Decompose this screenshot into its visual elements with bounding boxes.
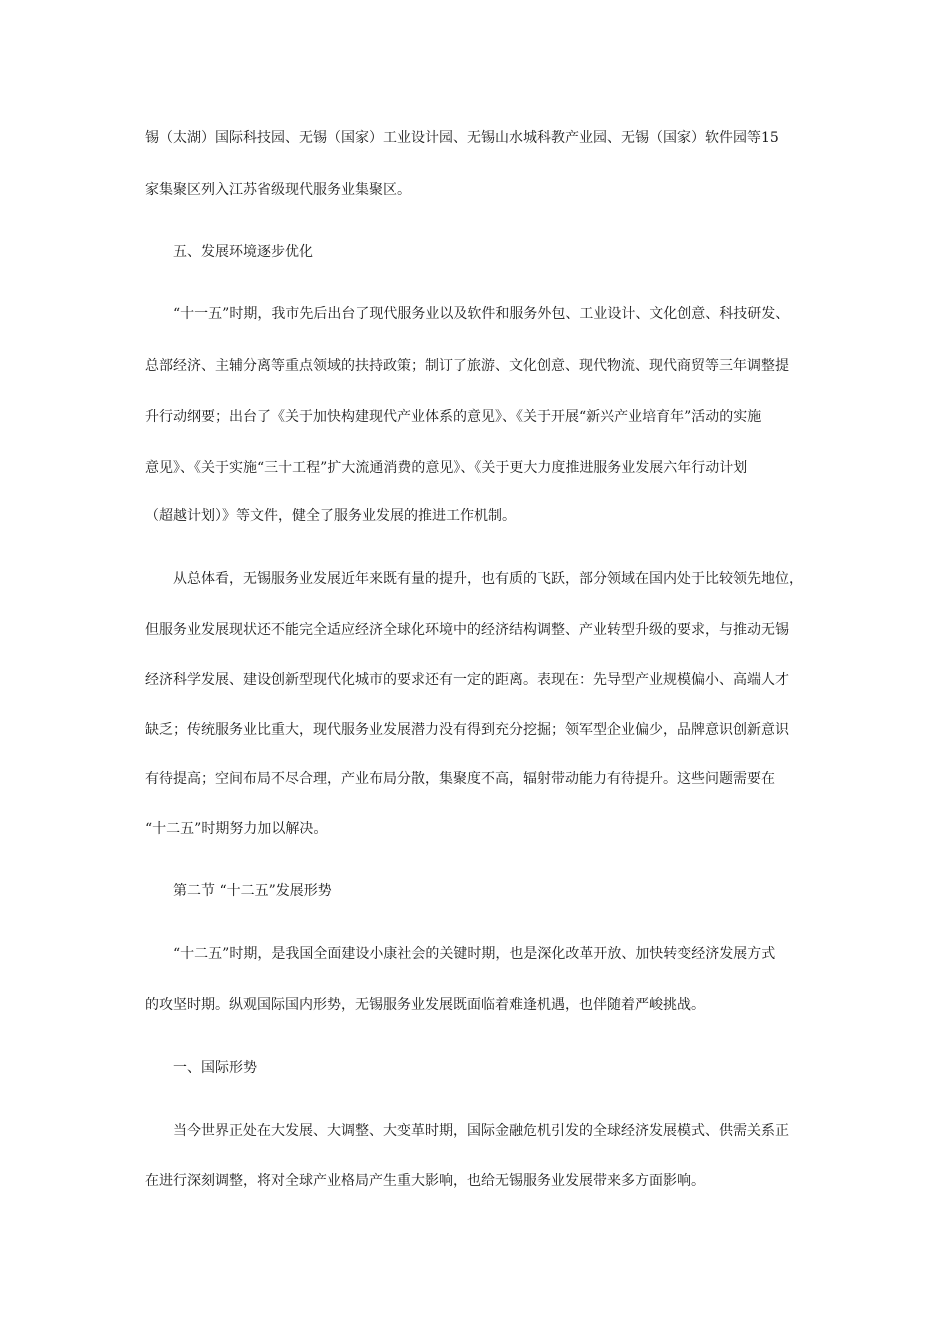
text-line: “十一五”时期，我市先后出台了现代服务业以及软件和服务外包、工业设计、文化创意、科技研发、 xyxy=(173,306,790,322)
text-line: 但服务业发展现状还不能完全适应经济全球化环境中的经济结构调整、产业转型升级的要求，与推动无锡 xyxy=(145,622,789,638)
text-line: 在进行深刻调整，将对全球产业格局产生重大影响，也给无锡服务业发展带来多方面影响。 xyxy=(145,1173,705,1189)
text-line: 当今世界正处在大发展、大调整、大变革时期，国际金融危机引发的全球经济发展模式、供需关系正 xyxy=(173,1123,789,1139)
text-line: 锡（太湖）国际科技园、无锡（国家）工业设计园、无锡山水城科教产业园、无锡（国家）软件园等15 xyxy=(145,130,779,146)
text-line: “十二五”时期，是我国全面建设小康社会的关键时期，也是深化改革开放、加快转变经济发展方式 xyxy=(173,946,776,962)
section-heading: 第二节 “十二五”发展形势 xyxy=(173,883,332,899)
text-line: 缺乏；传统服务业比重大，现代服务业发展潜力没有得到充分挖掘；领军型企业偏少，品牌意识创新意识 xyxy=(145,722,789,738)
text-line: 有待提高；空间布局不尽合理，产业布局分散，集聚度不高，辐射带动能力有待提升。这些问题需要在 xyxy=(145,771,775,787)
text-line: 总部经济、主辅分离等重点领域的扶持政策；制订了旅游、文化创意、现代物流、现代商贸等三年调整提 xyxy=(145,358,789,374)
section-heading: 五、发展环境逐步优化 xyxy=(173,244,313,260)
text-line: 的攻坚时期。纵观国际国内形势，无锡服务业发展既面临着难逢机遇，也伴随着严峻挑战。 xyxy=(145,997,705,1013)
text-line: “十二五”时期努力加以解决。 xyxy=(145,821,328,837)
text-line: 意见》、《关于实施“三十工程”扩大流通消费的意见》、《关于更大力度推进服务业发展六年行动计划 xyxy=(145,460,748,476)
section-heading: 一、国际形势 xyxy=(173,1060,257,1076)
text-line: （超越计划）》等文件，健全了服务业发展的推进工作机制。 xyxy=(145,508,516,524)
text-line: 经济科学发展、建设创新型现代化城市的要求还有一定的距离。表现在：先导型产业规模偏小、高端人才 xyxy=(145,672,789,688)
text-line: 家集聚区列入江苏省级现代服务业集聚区。 xyxy=(145,182,411,198)
text-line: 从总体看，无锡服务业发展近年来既有量的提升，也有质的飞跃，部分领域在国内处于比较领先地位， xyxy=(173,571,803,587)
text-line: 升行动纲要；出台了《关于加快构建现代产业体系的意见》、《关于开展“新兴产业培育年”活动的实施 xyxy=(145,409,762,425)
